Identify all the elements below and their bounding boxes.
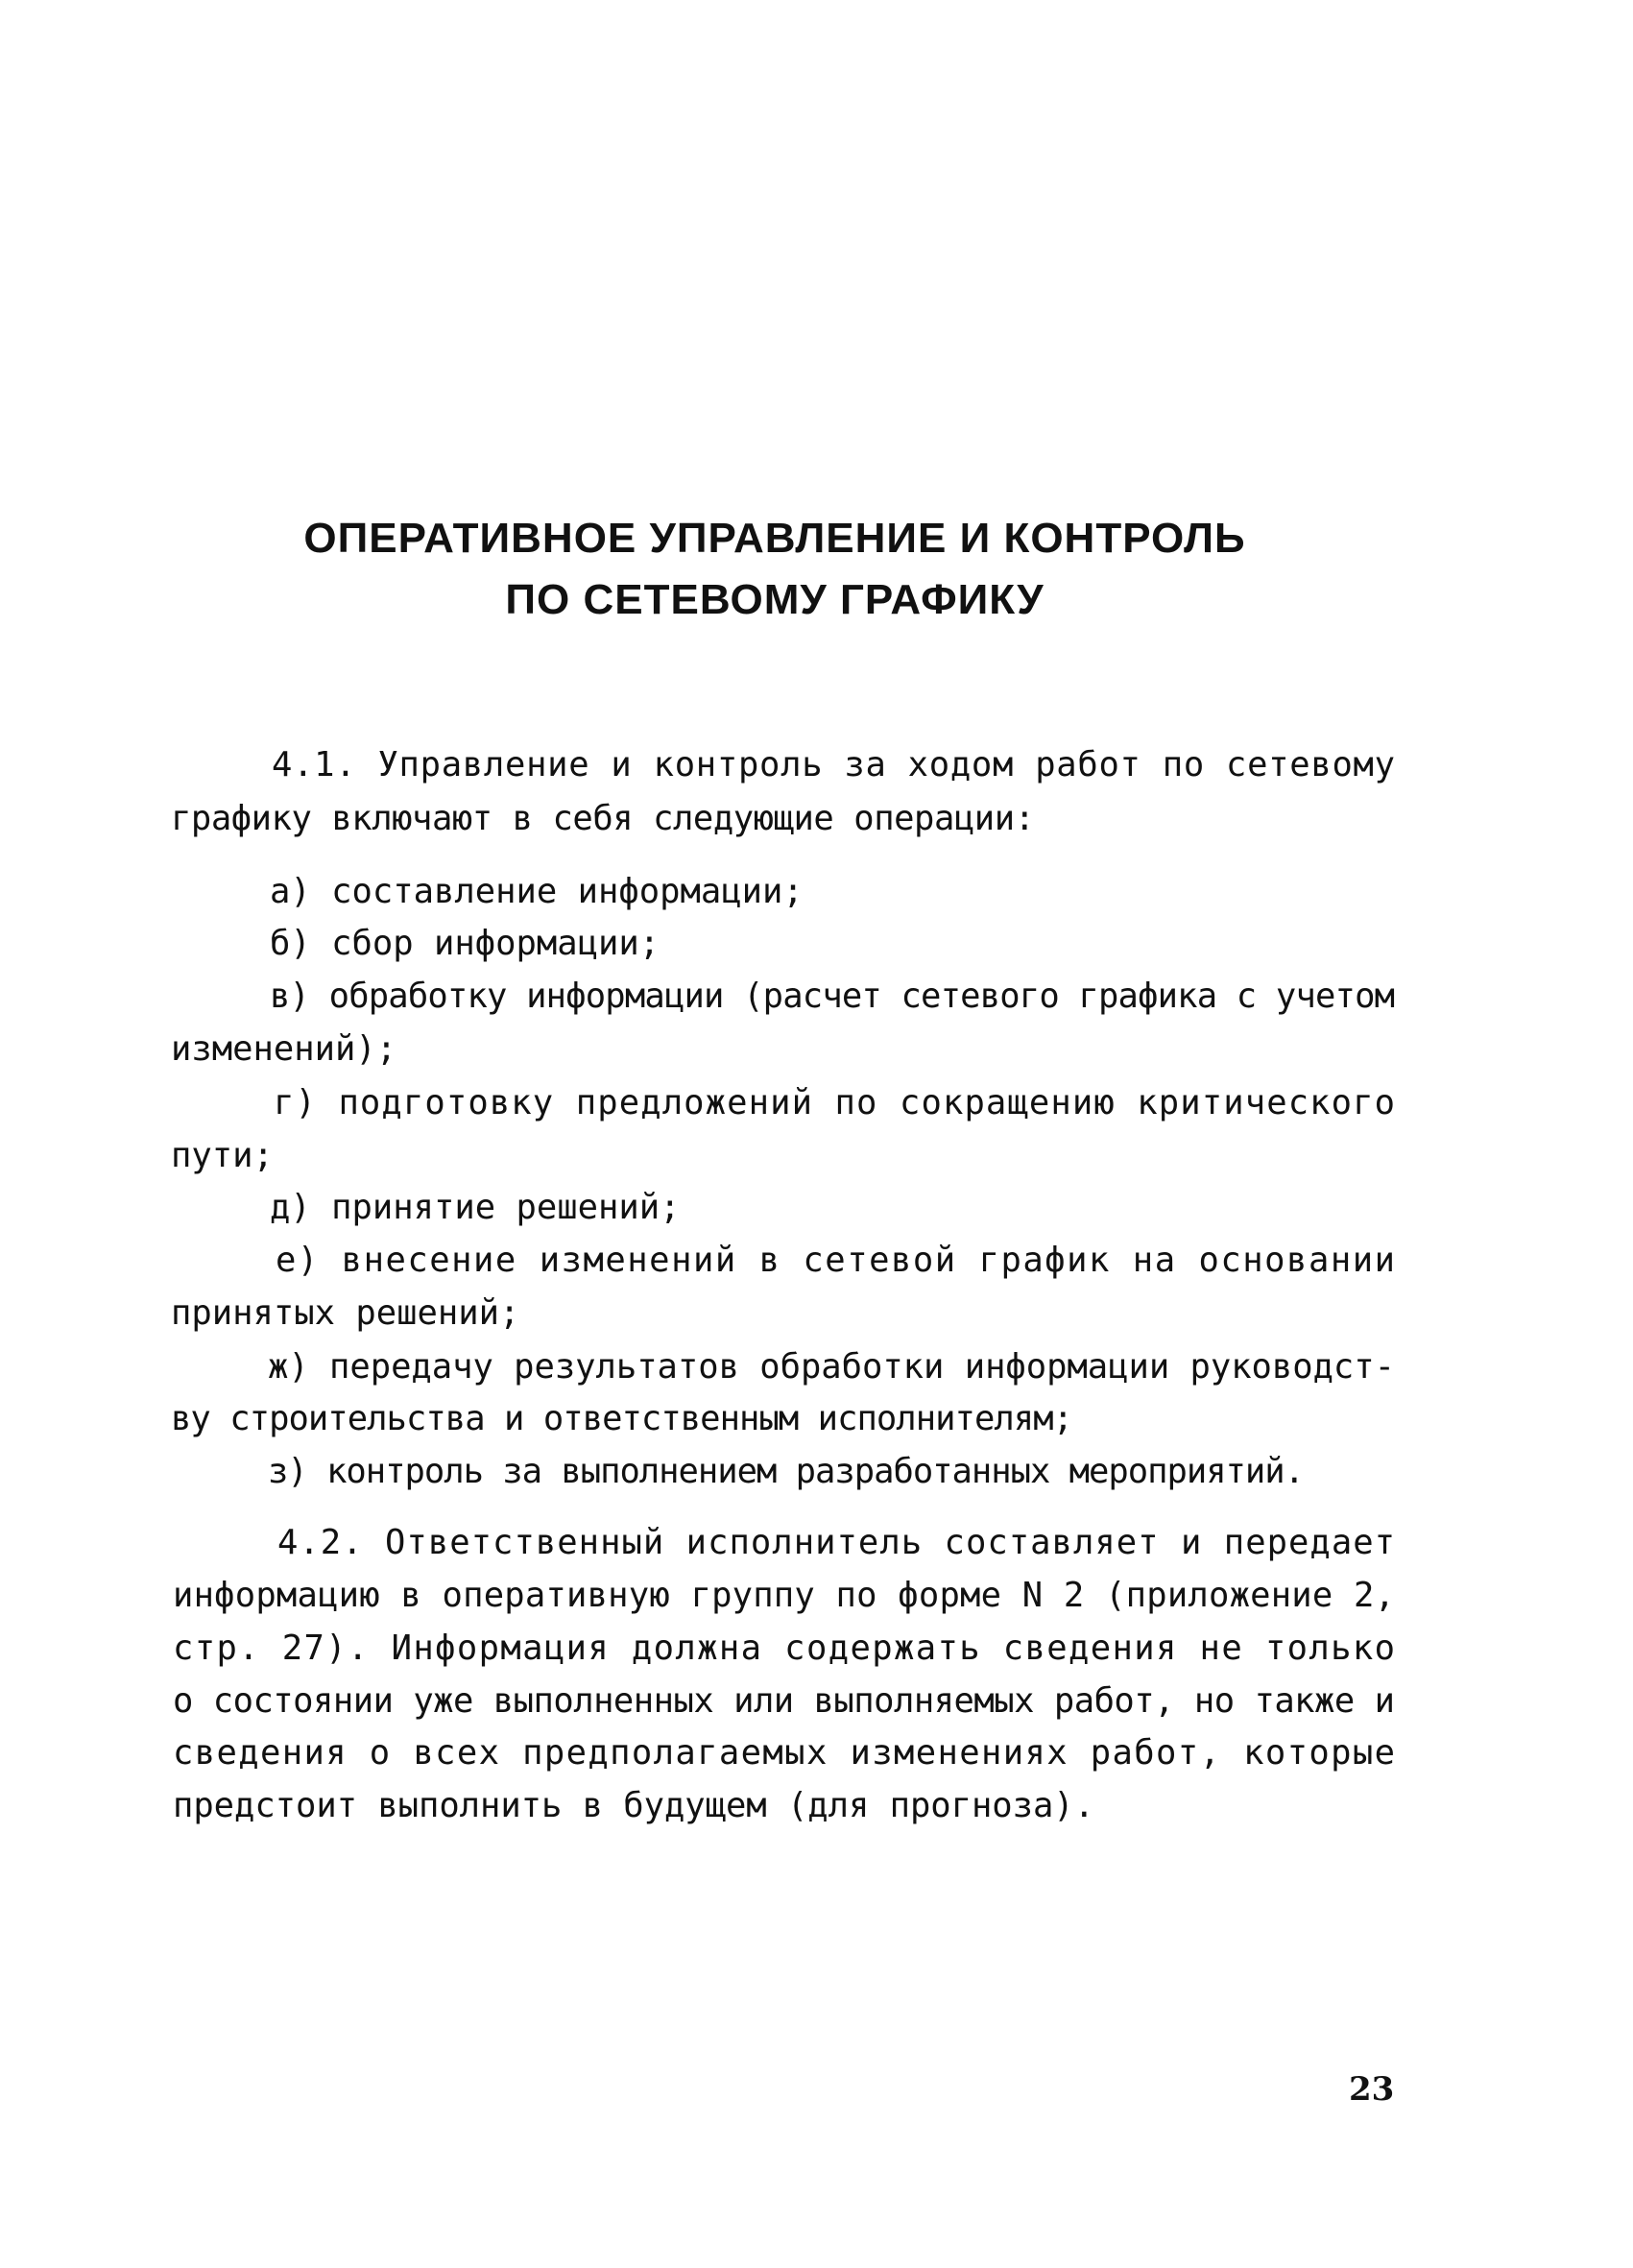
list-item: д) принятие решений; [270,1188,681,1227]
section-title-line-1: ОПЕРАТИВНОЕ УПРАВЛЕНИЕ И КОНТРОЛЬ [303,515,1246,562]
list-item-continuation: изменений); [171,1029,397,1069]
list-item: е) внесение изменений в сетевой график на основании [276,1241,1397,1280]
list-item-continuation: ву строительства и ответственным исполнителям; [171,1399,1073,1438]
list-item: ж) передачу результатов обработки информации руководст- [268,1347,1395,1387]
list-item-continuation: принятых решений; [171,1293,520,1333]
paragraph-4-2-line: предстоит выполнить в будущем (для прогноза). [173,1786,1094,1825]
list-item: г) подготовку предложений по сокращению критического [274,1083,1397,1122]
paragraph-4-2-line: сведения о всех предполагаемых изменениях работ, которые [173,1733,1397,1773]
list-item-continuation: пути; [171,1136,274,1175]
paragraph-4-2-line: о состоянии уже выполненных или выполняемых работ, но также и [173,1681,1395,1721]
paragraph-4-1-line: 4.1. Управление и контроль за ходом работ по сетевому [272,745,1396,784]
paragraph-4-2-line: стр. 27). Информация должна содержать сведения не только [173,1629,1397,1668]
list-item: з) контроль за выполнением разработанных мероприятий. [268,1452,1304,1491]
section-title-line-2: ПО СЕТЕВОМУ ГРАФИКУ [505,576,1045,623]
page-number: 23 [1349,2070,1395,2109]
paragraph-4-1-line: графику включают в себя следующие операции: [171,799,1035,838]
paragraph-4-2-line: 4.2. Ответственный исполнитель составляет и передает [277,1523,1397,1562]
paragraph-4-2-line: информацию в оперативную группу по форме N 2 (приложение 2, [173,1576,1396,1615]
list-item: б) сбор информации; [270,924,660,963]
list-item: в) обработку информации (расчет сетевого графика с учетом [270,977,1395,1016]
list-item: а) составление информации; [270,872,804,911]
